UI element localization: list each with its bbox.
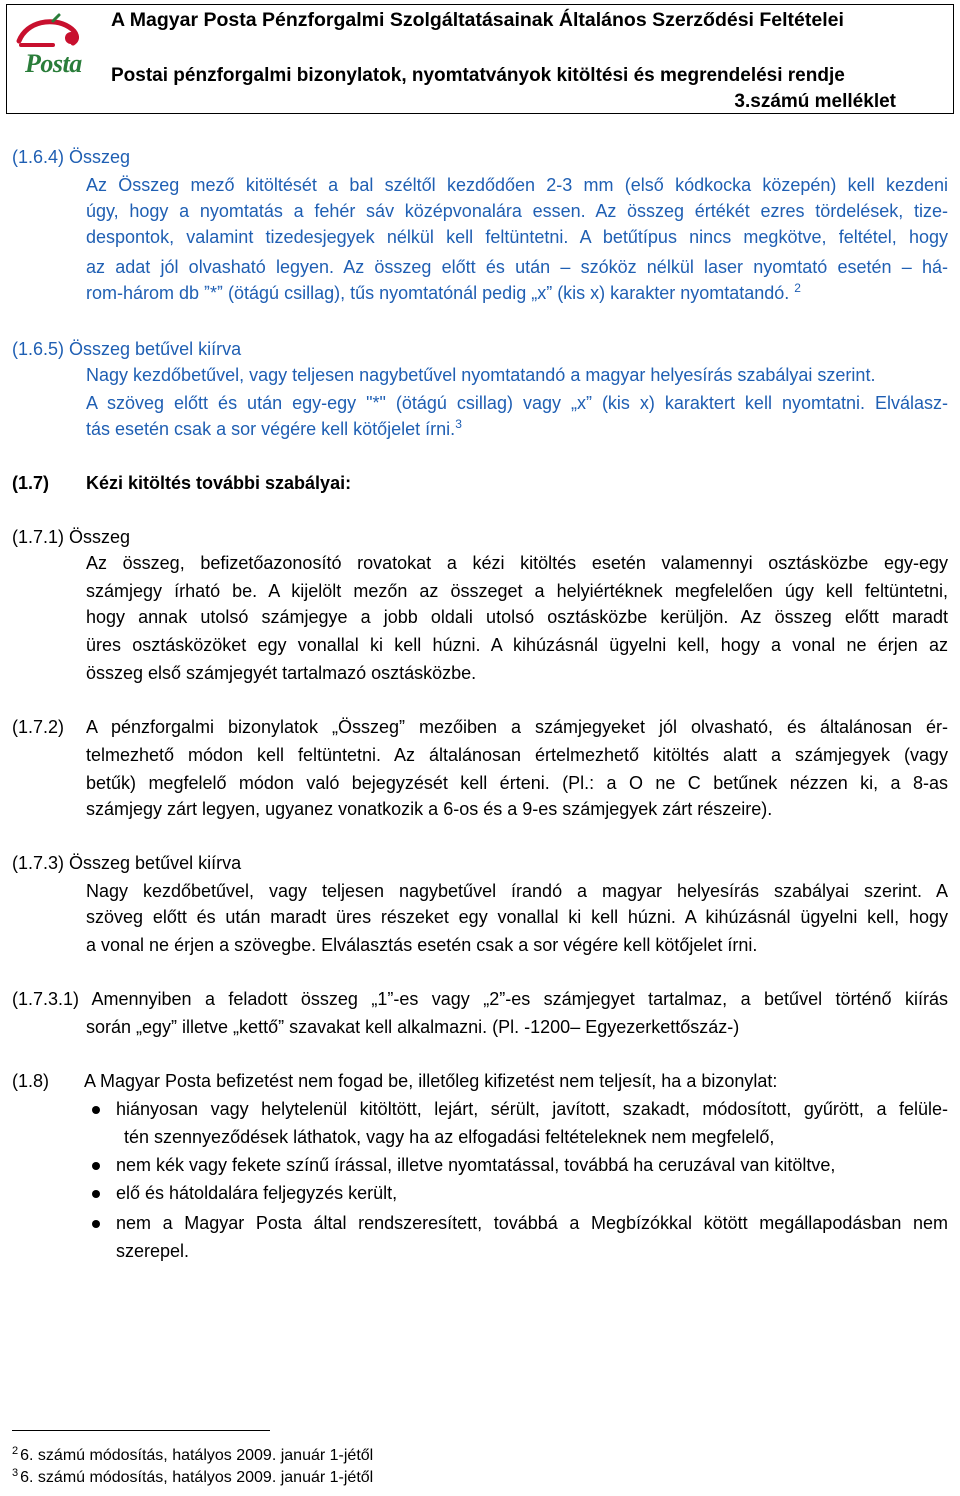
section-17-number: (1.7)	[12, 473, 50, 493]
section-173-line: a vonal ne érjen a szövegbe. Elválasztás esetén csak a sor végére kell kötőjelet írni.	[86, 935, 758, 955]
bullet-icon	[92, 1190, 100, 1198]
document-title: A Magyar Posta Pénzforgalmi Szolgáltatásainak Általános Szerződési Feltételei	[111, 9, 844, 31]
section-173-line: szöveg előtt és után maradt üres részeket egy vonallal ki kell húzni. A kihúzásnál ügyelni kell, hogy	[86, 907, 948, 927]
posthorn-icon	[13, 11, 91, 51]
section-164-heading: (1.6.4) Összeg	[12, 147, 131, 167]
section-164-line: úgy, hogy a nyomtatás a fehér sáv középvonalára essen. Az összeg értékét ezres tördelések, tize-	[86, 201, 948, 221]
section-172-line: telmezhető módon kell feltüntetni. Az általánosan értelmezhető kitöltés alatt a számjegyek (vagy	[86, 745, 948, 765]
section-17-title: Kézi kitöltés további szabályai:	[86, 473, 352, 493]
section-18-intro: A Magyar Posta befizetést nem fogad be, illetőleg kifizetést nem teljesít, ha a bizonylat:	[84, 1071, 778, 1091]
posta-logo	[13, 11, 91, 91]
footnote-ref: 3	[455, 417, 462, 431]
list-item-continuation: tén szennyeződések láthatok, vagy ha az elfogadási feltételeknek nem megfelelő,	[124, 1127, 775, 1147]
section-164-line: rom-három db ˮ*ˮ (ötágú csillag), tűs nyomtatónál pedig „x” (kis x) karakter nyomtatandó. $^2$	[86, 281, 801, 303]
document-header	[6, 4, 954, 114]
section-171-line: Az összeg, befizetőazonosító rovatokat a kézi kitöltés esetén valamennyi osztásközbe egy-egy	[86, 553, 948, 573]
footnote-separator	[12, 1430, 270, 1431]
section-165-line: A szöveg előtt és után egy-egy "*" (ötágú csillag) vagy „x” (kis x) karaktert kell nyomtatni. Elválasz-	[86, 393, 948, 413]
document-subtitle: Postai pénzforgalmi bizonylatok, nyomtatványok kitöltési és megrendelési rendje	[111, 65, 845, 86]
section-173-heading: (1.7.3) Összeg betűvel kiírva	[12, 853, 242, 873]
list-item: hiányosan vagy helytelenül kitöltött, lejárt, sérült, javított, szakadt, módosított, gyűrött, a felüle-	[116, 1099, 948, 1119]
section-172-line: betűk) megfelelő módon való bejegyzését kell érteni. (Pl.: a O ne C betűnek nézzen ki, a 8-as	[86, 773, 948, 793]
section-164-line: az adat jól olvasható legyen. Az összeg előtt és után – szóköz nélkül laser nyomtató esetén – há-	[86, 257, 948, 277]
bullet-icon	[92, 1106, 100, 1114]
section-164-line: Az Összeg mező kitöltését a bal széltől kezdődően 2-3 mm (első kódkocka közepén) kell kezdeni	[86, 175, 948, 195]
section-165-line: tás esetén csak a sor végére kell kötőjelet írni.$^3$	[86, 417, 462, 439]
footnote: $^3$ 6. számú módosítás, hatályos 2009. január 1-jétől	[12, 1466, 374, 1486]
section-171-line: számjegy írható be. A kijelölt mezőn az összeget a helyiértéknek megfelelően úgy kell feltüntetni,	[86, 581, 948, 601]
list-item: elő és hátoldalára feljegyzés került,	[116, 1183, 398, 1203]
section-165-line: Nagy kezdőbetűvel, vagy teljesen nagybetűvel nyomtatandó a magyar helyesírás szabályai szerint.	[86, 365, 876, 385]
annex-label: 3.számú melléklet	[734, 91, 896, 112]
bullet-icon	[92, 1220, 100, 1228]
section-165-heading: (1.6.5) Összeg betűvel kiírva	[12, 339, 242, 359]
section-171-line: összeg első számjegyét tartalmazó osztásközbe.	[86, 663, 477, 683]
list-item: nem a Magyar Posta által rendszeresített, továbbá a Megbízókkal kötött megállapodásban nem	[116, 1213, 948, 1233]
section-172-line: A pénzforgalmi bizonylatok „Összeg” mezőiben a számjegyeket jól olvasható, és általánosan ér-	[86, 717, 948, 737]
list-item: nem kék vagy fekete színű írással, illetve nyomtatással, továbbá ha ceruzával van kitöltve,	[116, 1155, 836, 1175]
section-172-line: számjegy zárt legyen, ugyanez vonatkozik a 6-os és a 9-es számjegyek zárt részeire).	[86, 799, 773, 819]
section-171-heading: (1.7.1) Összeg	[12, 527, 131, 547]
bullet-icon	[92, 1162, 100, 1170]
section-164-line: despontok, valamint tizedesjegyek nélkül kell feltüntetni. A betűtípus nincs megkötve, feltétel, hogy	[86, 227, 948, 247]
list-item-continuation: szerepel.	[116, 1241, 190, 1261]
section-1731-line: során „egy” illetve „kettő” szavakat kell alkalmazni. (Pl. -1200– Egyezerkettőszáz-)	[86, 1017, 740, 1037]
section-172-number: (1.7.2)	[12, 717, 65, 737]
section-171-line: hogy annak utolsó számjegye a jobb oldali utolsó osztásközbe kerüljön. Az összeg előtt maradt	[86, 607, 948, 627]
section-171-line: üres osztásközöket egy vonallal ki kell húzni. A kihúzásnál ügyelni kell, hogy a vonal ne érjen az	[86, 635, 948, 655]
section-173-line: Nagy kezdőbetűvel, vagy teljesen nagybetűvel írandó a magyar helyesírás szabályai szerint. A	[86, 881, 948, 901]
section-18-number: (1.8)	[12, 1071, 50, 1091]
logo-text: Posta	[25, 49, 82, 78]
footnote: $^2$ 6. számú módosítás, hatályos 2009. január 1-jétől	[12, 1444, 374, 1464]
footnote-ref: 2	[794, 281, 801, 295]
section-1731-line: (1.7.3.1) Amennyiben a feladott összeg „1”-es vagy „2”-es számjegyet tartalmaz, a betűvel történő kiírás	[12, 989, 948, 1009]
